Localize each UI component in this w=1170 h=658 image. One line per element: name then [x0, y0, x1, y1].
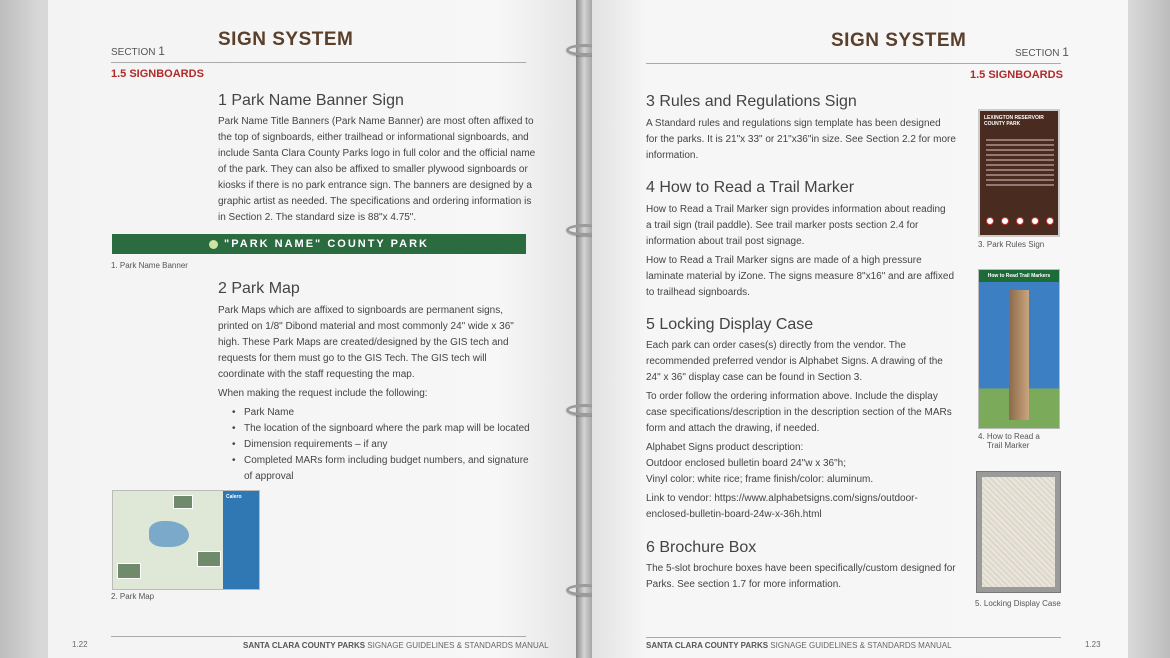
text-line: Alphabet Signs product description:: [646, 442, 804, 453]
trail-marker-sign-image: [978, 269, 1060, 429]
para-trail-marker-2: [646, 253, 966, 301]
page-number-right: 1.23: [1085, 640, 1101, 649]
para-rules: [646, 116, 966, 164]
text-line: Each park can order cases(s) directly from the vendor. The: [646, 340, 906, 351]
footer-right: [646, 641, 952, 650]
section-label-right: [1015, 45, 1069, 59]
para-brochure-box: [646, 561, 966, 593]
header-rule-left: [111, 62, 526, 63]
text-line: graphic artist as needed. The specifications and ordering information is: [218, 196, 532, 207]
text-line: A Standard rules and regulations sign template has been designed: [646, 118, 941, 129]
caption-display-case: 5. Locking Display Case: [975, 599, 1061, 608]
map-photo: [197, 551, 221, 567]
county-parks-logo-icon: [209, 240, 218, 249]
text-line: enclosed-bulletin-board-24w-x-36h.html: [646, 509, 822, 520]
map-sidebar: [223, 491, 259, 589]
section-label-left: [111, 44, 165, 58]
para-display-case: [646, 338, 966, 386]
list-item: • The location of the signboard where the park map will be located: [230, 421, 530, 437]
para-trail-marker: [646, 202, 966, 250]
heading-park-map: 2 Park Map: [218, 280, 300, 297]
heading-trail-marker: 4 How to Read a Trail Marker: [646, 179, 855, 196]
page-number-left: 1.22: [72, 640, 88, 649]
rules-sign-text-lines: [986, 139, 1054, 189]
caption-park-map: 2. Park Map: [111, 592, 155, 601]
text-line: include Santa Clara County Parks logo in full color and the official name: [218, 148, 536, 159]
subtitle-right: 1.5 SIGNBOARDS: [970, 69, 1063, 81]
caption-line: 4. How to Read a: [978, 432, 1040, 441]
list-item: • Completed MARs form including budget numbers, and signature: [230, 453, 530, 469]
trail-post: [1009, 290, 1029, 420]
footer-manual: SIGNAGE GUIDELINES & STANDARDS MANUAL: [365, 641, 549, 650]
map-title: Calero: [226, 494, 242, 500]
rules-sign-title: LEXINGTON RESERVOIR COUNTY PARK: [984, 115, 1044, 127]
rules-sign-prohibition-icons: [986, 217, 1054, 225]
text-line: of the park. They can also be affixed to smaller plywood signboards or: [218, 164, 528, 175]
text-line: printed on 1/8" Dibond material and most commonly 24" wide x 36": [218, 321, 514, 332]
park-rules-sign-image: [978, 109, 1060, 237]
text-line: Parks. See section 1.7 for more information.: [646, 579, 842, 590]
text-line: in Section 2. The standard size is 88"x 4.75".: [218, 212, 417, 223]
footer-manual: SIGNAGE GUIDELINES & STANDARDS MANUAL: [768, 641, 952, 650]
text-line: kiosks if there is no park entrance sign. The banners are designed by a: [218, 180, 532, 191]
text-line: high. These Park Maps are created/designed by the GIS tech and: [218, 337, 509, 348]
park-map-image: [112, 490, 260, 590]
heading-rules-regulations: 3 Rules and Regulations Sign: [646, 93, 857, 110]
trail-sign-header: How to Read Trail Markers: [979, 270, 1059, 282]
park-name-banner-image: [112, 234, 526, 254]
header-rule-right: [646, 63, 1061, 64]
text-line: for the parks. It is 21"x 33" or 21"x36"in size. See Section 2.2 for more: [646, 134, 956, 145]
section-word: SECTION: [1015, 48, 1060, 59]
heading-brochure-box: 6 Brochure Box: [646, 539, 757, 556]
locking-display-case-image: [976, 471, 1061, 593]
page-title-left: SIGN SYSTEM: [218, 29, 354, 50]
text-line: Park Maps which are affixed to signboards are permanent signs,: [218, 305, 503, 316]
text-line: to trailhead signboards.: [646, 287, 750, 298]
text-line: How to Read a Trail Marker sign provides information about reading: [646, 204, 946, 215]
footer-org: SANTA CLARA COUNTY PARKS: [243, 641, 366, 650]
text-line: form and attach the drawing, if needed.: [646, 423, 820, 434]
text-line: To order follow the ordering information above. Include the display: [646, 391, 938, 402]
caption-line: Trail Marker: [987, 441, 1030, 450]
subtitle-left: 1.5 SIGNBOARDS: [111, 68, 204, 80]
heading-park-name-banner: 1 Park Name Banner Sign: [218, 92, 404, 109]
map-photo: [117, 563, 141, 579]
footer-rule-right: [646, 637, 1061, 638]
footer-rule-left: [111, 636, 526, 637]
list-item: • Park Name: [230, 405, 530, 421]
list-item: • Dimension requirements – if any: [230, 437, 530, 453]
heading-display-case: 5 Locking Display Case: [646, 316, 814, 333]
text-line: The 5-slot brochure boxes have been specifically/custom designed for: [646, 563, 956, 574]
para-request-intro: When making the request include the following:: [218, 388, 428, 399]
caption-rules-sign: 3. Park Rules Sign: [978, 240, 1045, 249]
text-line: Park Name Title Banners (Park Name Banner) are most often affixed to: [218, 116, 534, 127]
section-number: 1: [158, 44, 165, 58]
text-line: information about trail post signage.: [646, 236, 805, 247]
para-banner: [218, 114, 538, 226]
banner-text: "PARK NAME" COUNTY PARK: [224, 238, 429, 250]
text-line: How to Read a Trail Marker signs are made of a high pressure: [646, 255, 922, 266]
text-line: a trail sign (trail paddle). See trail marker posts section 2.4 for: [646, 220, 919, 231]
para-park-map: [218, 303, 538, 383]
text-line: requests for them must go to the GIS Tech. The GIS tech will: [218, 353, 487, 364]
section-word: SECTION: [111, 47, 156, 58]
vendor-link[interactable]: [646, 491, 966, 523]
text-line: Link to vendor: https://www.alphabetsigns.com/signs/outdoor-: [646, 493, 918, 504]
text-line: the top of signboards, either trailhead or informational signboards, and: [218, 132, 529, 143]
request-bullet-list: [230, 405, 530, 485]
text-line: information.: [646, 150, 699, 161]
map-reservoir: [149, 521, 189, 547]
text-line: 24" x 36" display case can be found in Section 3.: [646, 372, 863, 383]
section-number: 1: [1062, 45, 1069, 59]
para-display-case-3: [646, 440, 966, 488]
caption-trail-marker: [978, 432, 1040, 450]
text-line: Outdoor enclosed bulletin board 24"w x 36"h;: [646, 458, 847, 469]
display-case-board: [982, 477, 1055, 587]
map-photo: [173, 495, 193, 509]
footer-left: [243, 641, 549, 650]
text-line: laminate material by iZone. The signs measure 8"x16" and are affixed: [646, 271, 955, 282]
text-line: Vinyl color: white rice; frame finish/color: aluminum.: [646, 474, 874, 485]
text-line: case specifications/description in the description section of the MARs: [646, 407, 952, 418]
footer-org: SANTA CLARA COUNTY PARKS: [646, 641, 769, 650]
list-item-continuation: of approval: [244, 471, 294, 482]
para-display-case-2: [646, 389, 966, 437]
page-title-right: SIGN SYSTEM: [831, 30, 967, 51]
text-line: coordinate with the staff requesting the map.: [218, 369, 415, 380]
text-line: recommended preferred vendor is Alphabet Signs. A drawing of the: [646, 356, 943, 367]
caption-banner: 1. Park Name Banner: [111, 261, 188, 270]
